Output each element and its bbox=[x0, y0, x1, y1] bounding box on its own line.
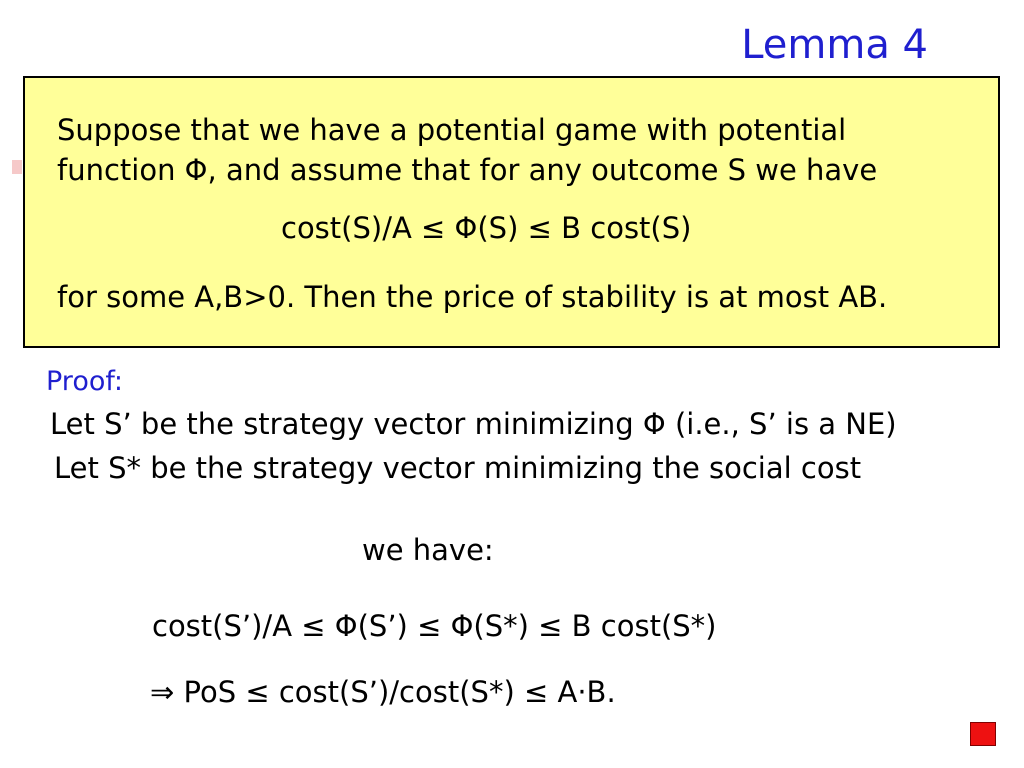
proof-conclusion: ⇒ PoS ≤ cost(S’)/cost(S*) ≤ A·B. bbox=[150, 675, 616, 709]
slide-title: Lemma 4 bbox=[741, 22, 928, 68]
proof-line-3: we have: bbox=[362, 533, 494, 567]
lemma-line-2: function Φ, and assume that for any outcome S we have bbox=[57, 153, 878, 187]
decorative-mark bbox=[12, 160, 22, 174]
lemma-line-4: for some A,B>0. Then the price of stability is at most AB. bbox=[57, 280, 888, 314]
proof-line-2: Let S* be the strategy vector minimizing the social cost bbox=[54, 451, 862, 485]
lemma-box bbox=[23, 76, 1000, 348]
lemma-inequality: cost(S)/A ≤ Φ(S) ≤ B cost(S) bbox=[281, 211, 692, 245]
proof-label: Proof: bbox=[46, 366, 123, 397]
proof-inequality: cost(S’)/A ≤ Φ(S’) ≤ Φ(S*) ≤ B cost(S*) bbox=[152, 609, 717, 643]
red-square-icon[interactable] bbox=[970, 722, 996, 746]
lemma-line-1: Suppose that we have a potential game with potential bbox=[57, 113, 847, 147]
proof-line-1: Let S’ be the strategy vector minimizing Φ (i.e., S’ is a NE) bbox=[50, 407, 897, 441]
